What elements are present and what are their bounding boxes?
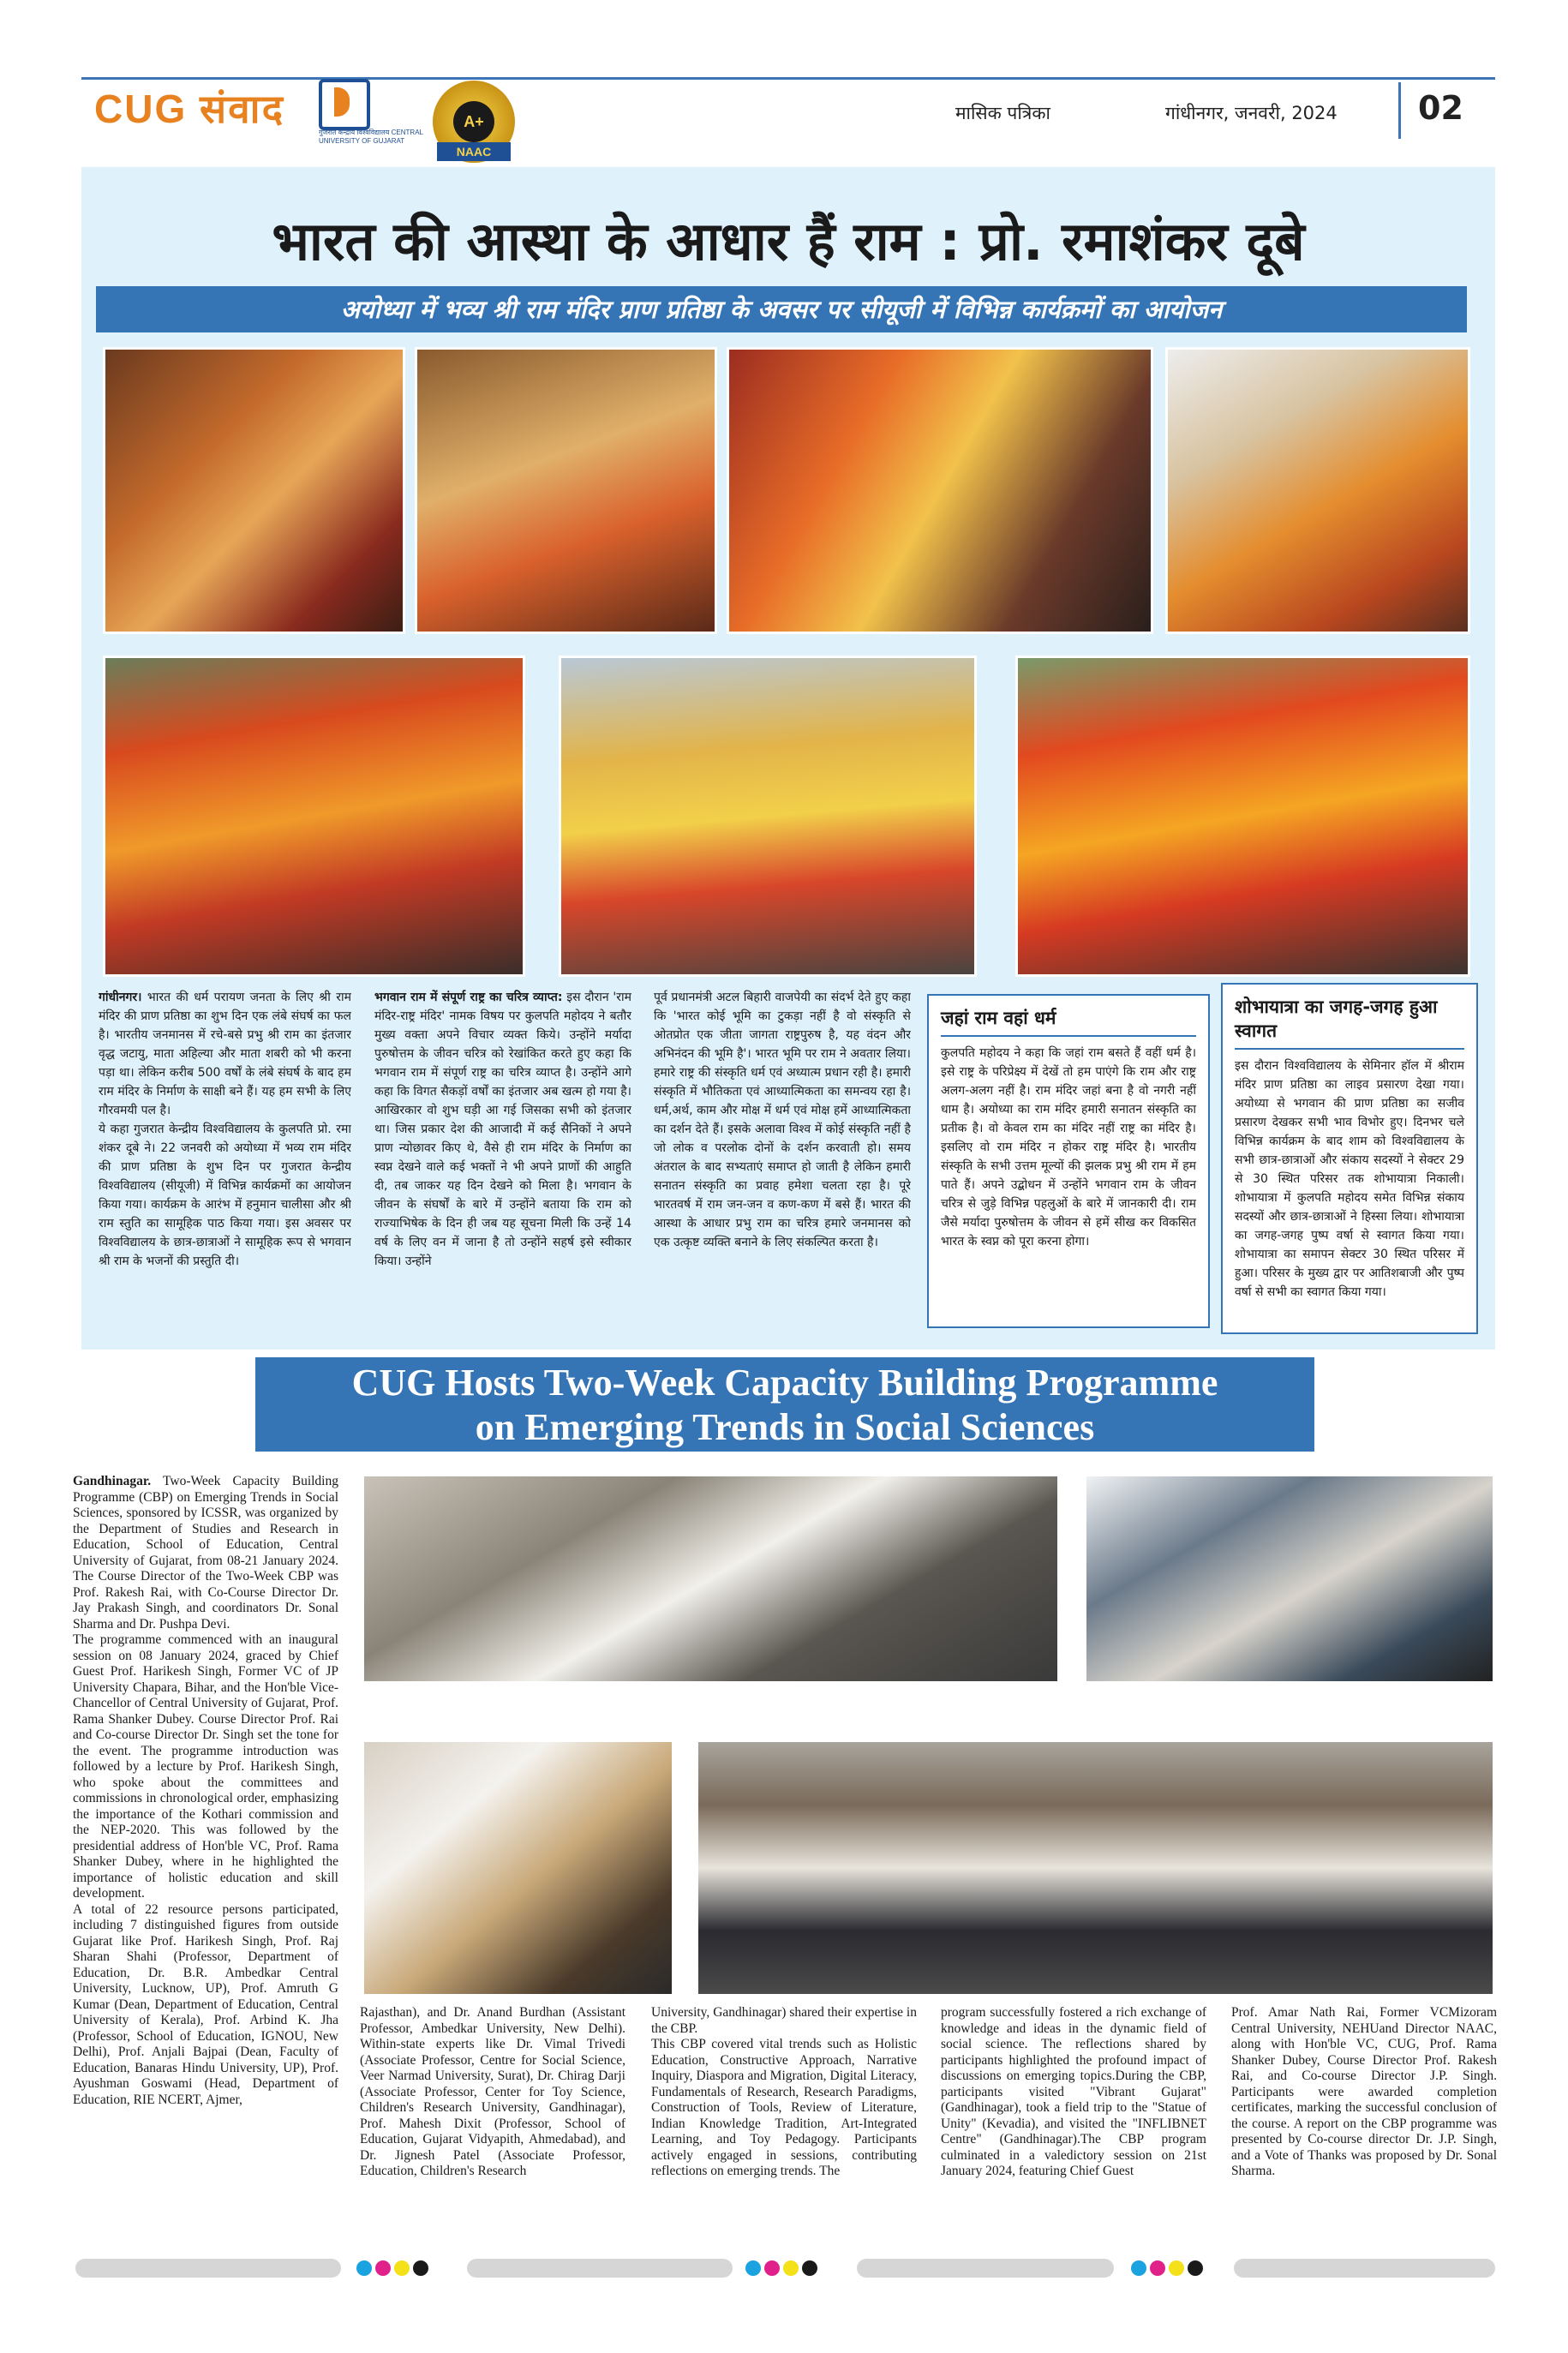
registration-dot-black	[1188, 2260, 1203, 2276]
english-column-2: Rajasthan), and Dr. Anand Burdhan (Assistant Professor, Ambedkar University, New Delhi). Within-state experts like Dr. Vimal Trivedi (Associate Professor, Centre for Social Science, Veer Narmad University, Surat), Dr. Chirag Darji (Associate Professor, Center for Toy Science, Children's Research University, Gandhinagar), Prof. Mahesh Dixit (Professor, School of Education, Gujarat Vidyapith, Ahmedabad), and Dr. Jignesh Patel (Associate Professor, Education, Children's Research	[360, 2005, 625, 2178]
photo-ram-murti-pooja-2	[415, 347, 717, 634]
english-column-3: University, Gandhinagar) shared their expertise in the CBP. This CBP covered vital trends such as Holistic Education, Constructive Approach, Narrative Inquiry, Diaspora and Migration, Digital Literacy, Fundamentals of Research, Research Paradigms, Construction of Tools, Review of Literature, Indian Knowledge Tradition, Art-Integrated Learning, and Toy Pedagogy. Participants actively engaged in sessions, contributing reflections on emerging trends. The	[651, 2005, 917, 2178]
naac-grade: A+	[453, 101, 494, 142]
top-story-column-3: पूर्व प्रधानमंत्री अटल बिहारी वाजपेयी का संदर्भ देते हुए कहा कि 'भारत कोई भूमि का टुकड़ा नहीं है वो संस्कृति से ओतप्रोत एक जीता जागता राष्ट्रपुरुष है, यह वंदन और अभिनंदन की भूमि है'। भारत भूमि पर राम ने अवतार लिया। हमारे राष्ट्र की संस्कृति धर्म एवं अध्यात्म प्रधान रही है। हमारी संस्कृति में भौतिकता एवं आध्यात्मिकता का समन्वय रहा है। धर्म,अर्थ, काम और मोक्ष में धर्म एवं मोक्ष हमें आध्यात्मिकता का दर्शन देते हैं। इसके अलावा विश्व में कोई संस्कृति नहीं है जो लोक व परलोक दोनों के दर्शन करवाती हो। समय अंतराल के बाद सभ्यताएं समाप्त हो जाती है लेकिन हमारी सनातन संस्कृति का प्रवाह हमेशा चलता रहा है। पूरे भारतवर्ष में राम जन-जन व कण-कण में बसे हैं। भारत की आस्था के आधार प्रभु राम का चरित्र हमारे जनमानस को एक उत्कृष्ट व्यक्ति बनाने के लिए संकल्पित करता है।	[654, 991, 911, 1249]
registration-dot-black	[413, 2260, 428, 2276]
footer-bar	[467, 2259, 733, 2278]
registration-dot-magenta	[1150, 2260, 1165, 2276]
registration-dot-cyan	[356, 2260, 372, 2276]
dateline: गांधीनगर।	[99, 991, 142, 1004]
header-divider	[1398, 82, 1401, 139]
box-title-jahan-ram: जहां राम वहां धर्म	[941, 1006, 1196, 1037]
sidebar-box-jahan-ram	[927, 994, 1210, 1328]
publication-type: मासिक पत्रिका	[955, 103, 1050, 123]
photo-shobhayatra-3	[1015, 656, 1470, 977]
header-rule	[81, 77, 1495, 80]
registration-dot-yellow	[1169, 2260, 1184, 2276]
registration-dot-black	[802, 2260, 817, 2276]
registration-dot-cyan	[745, 2260, 761, 2276]
photo-cbp-felicitation-plant	[1084, 1474, 1495, 1684]
box-text-shobhayatra: इस दौरान विश्वविद्यालय के सेमिनार हॉल में श्रीराम मंदिर प्राण प्रतिष्ठा का लाइव प्रसारण देखा गया। अयोध्या से भगवान की प्राण प्रतिष्ठा का सजीव प्रसारण देखकर सभी भाव विभोर हुए। दिनभर चले विभिन्न कार्यक्रम के बाद शाम को विश्वविद्यालय के सभी छात्र-छात्राओं और संकाय सदस्यों ने सेक्टर 29 से 30 स्थित परिसर तक शोभायात्रा निकाली। शोभायात्रा में कुलपति महोदय समेत विभिन्न संकाय सदस्यों और छात्र-छात्राओं ने हिस्सा लिया। शोभायात्रा का जगह-जगह पुष्प वर्षा से स्वागत किया गया। शोभायात्रा का समापन सेक्टर 30 स्थित परिसर में हुआ। परिसर के मुख्य द्वार पर आतिशबाजी और पुष्प वर्षा से सभी का स्वागत किया गया।	[1235, 1059, 1464, 1299]
box-text-jahan-ram: कुलपति महोदय ने कहा कि जहां राम बसते हैं वहीं धर्म है। इसे राष्ट्र के परिप्रेक्ष्य में देखें तो हम पाएंगे कि राम और राष्ट्र अलग-अलग नहीं है। राम मंदिर जहां बना है वो नगरी नहीं धाम है। अयोध्या का राम मंदिर हमारी सनातन संस्कृति का प्रतीक है। वो केवल राम का मंदिर नहीं राष्ट्र का मंदिर है। इसलिए वो राम मंदिर न होकर राष्ट्र मंदिर है। भारतीय संस्कृति के सभी उत्तम मूल्यों की झलक प्रभु श्री राम में हम पाते हैं। अपने उद्बोधन में उन्होंने भगवान राम के जीवन चरित्र से जुड़े विभिन्न पहलुओं के बारे में जानकारी दी। राम जैसे मर्यादा पुरुषोत्तम के जीवन से हमें सीख कर विकसित भारत के स्वप्न को पूरा करना होगा।	[941, 1046, 1196, 1248]
registration-dot-cyan	[1131, 2260, 1146, 2276]
footer-bar	[1234, 2259, 1495, 2278]
top-story-subheadline: अयोध्या में भव्य श्री राम मंदिर प्राण प्रतिष्ठा के अवसर पर सीयूजी में विभिन्न कार्यक्रमों का आयोजन	[96, 286, 1467, 332]
photo-deep-prajwalan	[727, 347, 1153, 634]
english-column-1: Gandhinagar. Two-Week Capacity Building Programme (CBP) on Emerging Trends in Social Sciences, sponsored by ICSSR, was organized by the Department of Studies and Research in Education, School of Education, Central University of Gujarat, from 08-21 January 2024. The Course Director of the Two-Week CBP was Prof. Rakesh Rai, with Co-Course Director Dr. Jay Prakash Singh, and coordinators Dr. Sonal Sharma and Dr. Pushpa Devi. The programme commenced with an inaugural session on 08 January 2024, graced by Chief Guest Prof. Harikesh Singh, Former VC of JP University Chapara, Bihar, and the Hon'ble Vice-Chancellor of Central University of Gujarat, Prof. Rama Shanker Dubey. Course Director Prof. Rai and Co-course Director Dr. Singh set the tone for the event. The programme introduction was followed by a lecture by Prof. Harikesh Singh, who spoke about the committees and commissions in chronological order, emphasizing the importance of the Kothari commission and the NEP-2020. This was followed by the presidential address of Hon'ble VC, Prof. Rama Shanker Dubey, where in he highlighted the importance of holistic education and skill development. A total of 22 resource persons participated, including 7 distinguished figures from outside Gujarat like Prof. Harikesh Singh, Prof. Raj Sharan Shahi (Professor, Department of Education, Dr. B.R. Ambedkar Central University, Lucknow, UP), Prof. Amruth G Kumar (Dean, Department of Education, Central University of Kerala), Prof. Arbind K. Jha (Professor, School of Education, IGNOU, New Delhi), Prof. Anjali Bajpai (Dean, Faculty of Education, Banaras Hindu University, UP), Prof. Ayushman Goswami (Head, Department of Education, RIE NCERT, Ajmer,	[73, 1474, 338, 2107]
registration-dot-magenta	[764, 2260, 780, 2276]
footer-bar	[75, 2259, 341, 2278]
photo-shobhayatra-1	[103, 656, 525, 977]
registration-dot-magenta	[375, 2260, 391, 2276]
photo-ram-murti-pooja-1	[103, 347, 405, 634]
place-date: गांधीनगर, जनवरी, 2024	[1165, 103, 1338, 123]
top-story-column-2: भगवान राम में संपूर्ण राष्ट्र का चरित्र व्याप्त: इस दौरान 'राम मंदिर-राष्ट्र मंदिर' नामक विषय पर कुलपति महोदय ने बतौर मुख्य वक्ता अपने विचार व्यक्त किये। उन्होंने मर्यादा पुरुषोत्तम के जीवन चरित्र को रेखांकित करते हुए कहा कि भगवान राम में संपूर्ण राष्ट्र का चरित्र व्याप्त है। उन्होंने आगे कहा कि विगत सैकड़ों वर्षों का इंतजार अब खत्म हो गया है। आखिरकार वो शुभ घड़ी आ गई जिसका सभी को इंतजार था। जिस प्रकार देश की आजादी में कई सैनिकों ने अपने प्राण न्योछावर किए थे, वैसे ही राम मंदिर के निर्माण का स्वप्न देखने वाले कई भक्तों ने भी अपने प्राणों की आहुति दी, तब जाकर यह दिन देखने को मिला है। भगवान के जीवन के संघर्षों के बारे में उन्होंने बताया कि राम को राज्याभिषेक के दिन ही जब यह सूचना मिली कि उन्हें 14 वर्ष के लिए वन में जाना है तो उन्होंने सहर्ष इसे स्वीकार किया। उन्होंने	[374, 991, 631, 1268]
footer-bar	[857, 2259, 1114, 2278]
headline-line-1: CUG Hosts Two-Week Capacity Building Programme	[351, 1362, 1218, 1404]
box-title-shobhayatra: शोभायात्रा का जगह-जगह हुआ स्वागत	[1235, 995, 1464, 1050]
university-name: गुजरात केन्द्रीय विश्वविद्यालय CENTRAL UNIVERSITY OF GUJARAT	[319, 129, 423, 145]
page-number: 02	[1418, 89, 1463, 127]
english-story-headline	[255, 1357, 1314, 1452]
photo-shobhayatra-2	[559, 656, 977, 977]
english-dateline: Gandhinagar.	[73, 1474, 152, 1488]
photo-cbp-group	[696, 1739, 1495, 1997]
photo-vc-portrait	[1165, 347, 1470, 634]
english-column-4: program successfully fostered a rich exchange of knowledge and ideas in the dynamic field of social science. The reflections shared by participants highlighted the profound impact of discussions on emerging topics.During the CBP, participants visited "Vibrant Gujarat" (Gandhinagar), took a field trip to the "Statue of Unity" (Kevadia), and visited the "INFLIBNET Centre" (Gandhinagar).The CBP program culminated in a valedictory session on 21st January 2024, featuring Chief Guest	[941, 2005, 1206, 2178]
registration-dot-yellow	[783, 2260, 799, 2276]
english-column-5: Prof. Amar Nath Rai, Former VCMizoram Central University, NEHUand Director NAAC, along with Hon'ble VC, CUG, Prof. Rama Shanker Dubey, Course Director Prof. Rakesh Rai, and Co-course Director J.P. Singh. Participants were awarded completion certificates, marking the successful conclusion of the course. A report on the CBP programme was presented by Co-course director Dr. J.P. Singh, and a Vote of Thanks was proposed by Dr. Sonal Sharma.	[1231, 2005, 1497, 2178]
top-story-column-1: गांधीनगर। भारत की धर्म परायण जनता के लिए श्री राम मंदिर की प्राण प्रतिष्ठा का शुभ दिन एक लंबे संघर्ष का फल है। भारतीय जनमानस में रचे-बसे प्रभु श्री राम का इंतजार वृद्ध जटायु, माता अहिल्या और माता शबरी को भी करना पड़ा था। लेकिन करीब 500 वर्षों के लंबे संघर्ष के बाद हम राम मंदिर के निर्माण के साक्षी बने हैं। यह हम सभी के लिए गौरवमयी पल है। ये कहा गुजरात केन्द्रीय विश्वविद्यालय के कुलपति प्रो. रमा शंकर दूबे ने। 22 जनवरी को अयोध्या में भव्य राम मंदिर की प्राण प्रतिष्ठा के शुभ दिन पर गुजरात केन्द्रीय विश्वविद्यालय (सीयूजी) में विभिन्न कार्यक्रमों का आयोजन किया गया। कार्यक्रम के आरंभ में हनुमान चालीसा और श्री राम स्तुति का सामूहिक पाठ किया गया। इस अवसर पर विश्वविद्यालय के छात्र-छात्राओं ने सामूहिक रूप से भगवान श्री राम के भजनों की प्रस्तुति दी।	[99, 991, 351, 1268]
brand-logo: CUG संवाद	[94, 87, 285, 131]
top-story-headline: भारत की आस्था के आधार हैं राम : प्रो. रमाशंकर दूबे	[272, 210, 1305, 272]
registration-dot-yellow	[394, 2260, 410, 2276]
sidebar-box-shobhayatra	[1221, 983, 1478, 1334]
column-2-heading: भगवान राम में संपूर्ण राष्ट्र का चरित्र व्याप्त:	[374, 991, 563, 1004]
university-emblem-icon	[319, 79, 370, 130]
photo-cbp-memento	[362, 1739, 674, 1997]
photo-cbp-classroom	[362, 1474, 1060, 1684]
naac-label: NAAC	[437, 142, 511, 161]
headline-line-2: on Emerging Trends in Social Sciences	[475, 1406, 1095, 1448]
